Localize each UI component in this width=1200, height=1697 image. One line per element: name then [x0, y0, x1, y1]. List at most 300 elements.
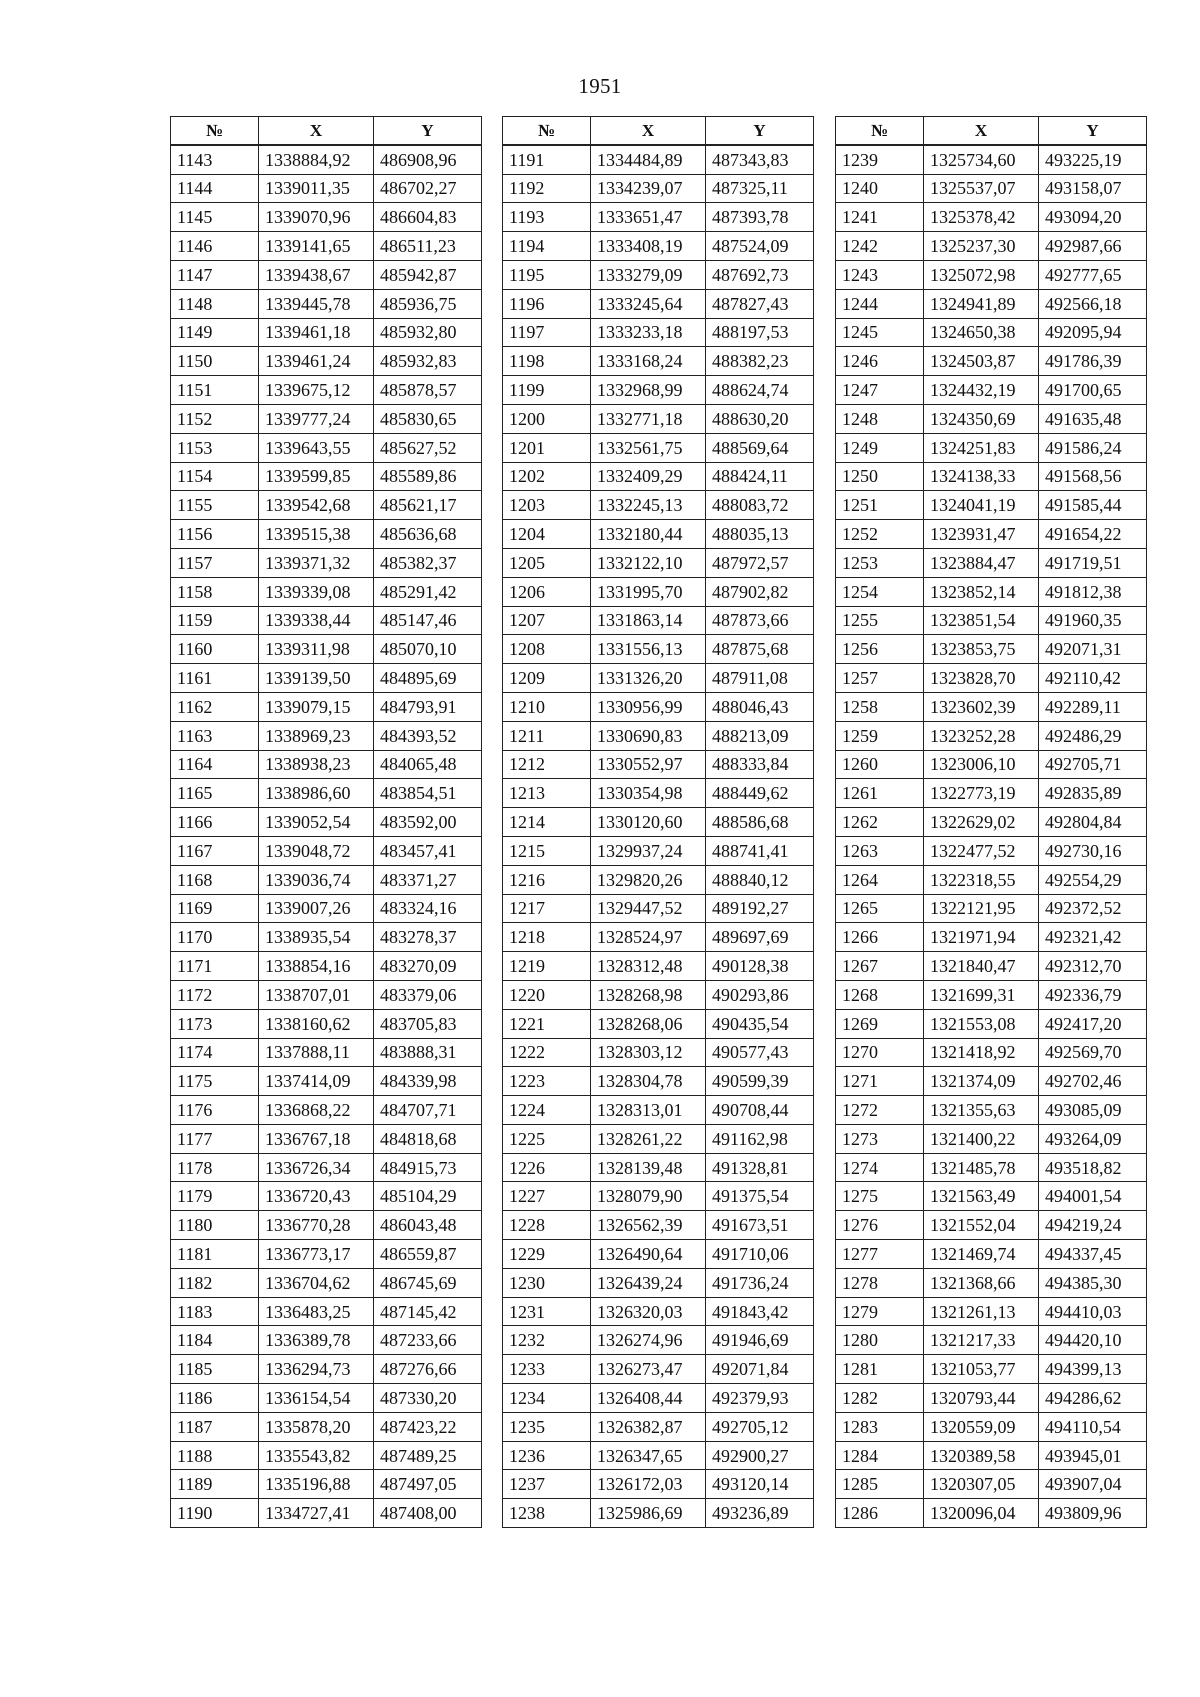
- cell-number: 1152: [171, 404, 259, 433]
- table-row: [836, 952, 1147, 981]
- cell-x: 1326172,03: [591, 1470, 706, 1499]
- cell-x: 1321469,74: [924, 1240, 1039, 1269]
- cell-x: 1321374,09: [924, 1067, 1039, 1096]
- cell-number: 1243: [836, 260, 924, 289]
- table-row: [171, 808, 482, 837]
- cell-number: 1213: [503, 779, 591, 808]
- cell-number: 1252: [836, 520, 924, 549]
- cell-y: 487875,68: [706, 635, 814, 664]
- cell-x: 1328268,98: [591, 980, 706, 1009]
- table-row: [171, 1124, 482, 1153]
- cell-y: 487233,66: [374, 1326, 482, 1355]
- cell-number: 1218: [503, 923, 591, 952]
- cell-number: 1284: [836, 1441, 924, 1470]
- cell-number: 1166: [171, 808, 259, 837]
- cell-x: 1326382,87: [591, 1412, 706, 1441]
- cell-y: 486908,96: [374, 145, 482, 174]
- cell-number: 1281: [836, 1355, 924, 1384]
- cell-x: 1336773,17: [259, 1240, 374, 1269]
- table-row: [171, 462, 482, 491]
- table-row: [171, 606, 482, 635]
- cell-x: 1324251,83: [924, 433, 1039, 462]
- cell-number: 1210: [503, 692, 591, 721]
- cell-y: 493907,04: [1039, 1470, 1147, 1499]
- page-number: 1951: [578, 74, 622, 98]
- cell-y: 484393,52: [374, 721, 482, 750]
- cell-y: 492379,93: [706, 1384, 814, 1413]
- cell-x: 1321563,49: [924, 1182, 1039, 1211]
- coordinate-table-2: [502, 116, 814, 1528]
- cell-y: 486702,27: [374, 174, 482, 203]
- cell-y: 486511,23: [374, 232, 482, 261]
- cell-number: 1170: [171, 923, 259, 952]
- cell-number: 1236: [503, 1441, 591, 1470]
- cell-y: 494399,13: [1039, 1355, 1147, 1384]
- cell-x: 1338986,60: [259, 779, 374, 808]
- table-row: [836, 606, 1147, 635]
- cell-number: 1146: [171, 232, 259, 261]
- cell-y: 483705,83: [374, 1009, 482, 1038]
- cell-x: 1332968,99: [591, 376, 706, 405]
- table-row: [836, 1009, 1147, 1038]
- cell-number: 1153: [171, 433, 259, 462]
- cell-x: 1339036,74: [259, 865, 374, 894]
- cell-y: 490293,86: [706, 980, 814, 1009]
- cell-x: 1321261,13: [924, 1297, 1039, 1326]
- cell-x: 1320096,04: [924, 1499, 1039, 1528]
- table-row: [503, 1412, 814, 1441]
- cell-y: 493264,09: [1039, 1124, 1147, 1153]
- cell-x: 1321418,92: [924, 1038, 1039, 1067]
- cell-number: 1162: [171, 692, 259, 721]
- cell-x: 1338707,01: [259, 980, 374, 1009]
- cell-number: 1269: [836, 1009, 924, 1038]
- cell-number: 1235: [503, 1412, 591, 1441]
- cell-y: 492554,29: [1039, 865, 1147, 894]
- cell-y: 485147,46: [374, 606, 482, 635]
- cell-number: 1282: [836, 1384, 924, 1413]
- cell-y: 493236,89: [706, 1499, 814, 1528]
- cell-y: 488624,74: [706, 376, 814, 405]
- table-row: [503, 894, 814, 923]
- cell-x: 1321355,63: [924, 1096, 1039, 1125]
- cell-x: 1339371,32: [259, 548, 374, 577]
- cell-number: 1178: [171, 1153, 259, 1182]
- cell-y: 488630,20: [706, 404, 814, 433]
- cell-y: 491586,24: [1039, 433, 1147, 462]
- cell-x: 1339461,18: [259, 318, 374, 347]
- table-row: [836, 1067, 1147, 1096]
- cell-x: 1337414,09: [259, 1067, 374, 1096]
- cell-x: 1328079,90: [591, 1182, 706, 1211]
- cell-y: 488382,23: [706, 347, 814, 376]
- cell-number: 1147: [171, 260, 259, 289]
- table-row: [503, 433, 814, 462]
- cell-x: 1325072,98: [924, 260, 1039, 289]
- cell-y: 487145,42: [374, 1297, 482, 1326]
- cell-number: 1200: [503, 404, 591, 433]
- table-row: [503, 664, 814, 693]
- cell-y: 484339,98: [374, 1067, 482, 1096]
- cell-x: 1336154,54: [259, 1384, 374, 1413]
- table-header-row: [171, 117, 482, 146]
- table-row: [171, 1211, 482, 1240]
- cell-number: 1216: [503, 865, 591, 894]
- cell-number: 1271: [836, 1067, 924, 1096]
- cell-y: 488840,12: [706, 865, 814, 894]
- table-row: [503, 1441, 814, 1470]
- cell-x: 1336704,62: [259, 1268, 374, 1297]
- cell-y: 485589,86: [374, 462, 482, 491]
- cell-number: 1175: [171, 1067, 259, 1096]
- cell-x: 1338938,23: [259, 750, 374, 779]
- table-row: [171, 145, 482, 174]
- cell-y: 485830,65: [374, 404, 482, 433]
- table-body: [503, 145, 814, 1527]
- cell-number: 1266: [836, 923, 924, 952]
- table-row: [836, 260, 1147, 289]
- cell-y: 492566,18: [1039, 289, 1147, 318]
- cell-x: 1338935,54: [259, 923, 374, 952]
- table-row: [503, 462, 814, 491]
- cell-y: 491328,81: [706, 1153, 814, 1182]
- cell-number: 1249: [836, 433, 924, 462]
- cell-number: 1276: [836, 1211, 924, 1240]
- cell-x: 1326320,03: [591, 1297, 706, 1326]
- cell-y: 487423,22: [374, 1412, 482, 1441]
- cell-x: 1326273,47: [591, 1355, 706, 1384]
- cell-y: 491585,44: [1039, 491, 1147, 520]
- cell-y: 487489,25: [374, 1441, 482, 1470]
- cell-number: 1148: [171, 289, 259, 318]
- cell-x: 1332409,29: [591, 462, 706, 491]
- cell-y: 483592,00: [374, 808, 482, 837]
- table-header-row: [836, 117, 1147, 146]
- cell-x: 1338160,62: [259, 1009, 374, 1038]
- table-row: [503, 548, 814, 577]
- cell-number: 1232: [503, 1326, 591, 1355]
- table-row: [503, 1067, 814, 1096]
- cell-y: 489697,69: [706, 923, 814, 952]
- cell-x: 1333651,47: [591, 203, 706, 232]
- cell-number: 1272: [836, 1096, 924, 1125]
- cell-number: 1238: [503, 1499, 591, 1528]
- cell-x: 1323853,75: [924, 635, 1039, 664]
- cell-y: 492569,70: [1039, 1038, 1147, 1067]
- cell-number: 1223: [503, 1067, 591, 1096]
- cell-number: 1173: [171, 1009, 259, 1038]
- table-row: [171, 980, 482, 1009]
- cell-y: 485291,42: [374, 577, 482, 606]
- cell-number: 1182: [171, 1268, 259, 1297]
- cell-number: 1278: [836, 1268, 924, 1297]
- cell-y: 493158,07: [1039, 174, 1147, 203]
- cell-x: 1331326,20: [591, 664, 706, 693]
- cell-number: 1231: [503, 1297, 591, 1326]
- cell-x: 1333279,09: [591, 260, 706, 289]
- table-row: [503, 232, 814, 261]
- cell-x: 1336294,73: [259, 1355, 374, 1384]
- table-body: [836, 145, 1147, 1527]
- cell-number: 1163: [171, 721, 259, 750]
- cell-number: 1286: [836, 1499, 924, 1528]
- cell-number: 1219: [503, 952, 591, 981]
- cell-number: 1186: [171, 1384, 259, 1413]
- table-row: [836, 232, 1147, 261]
- cell-x: 1329447,52: [591, 894, 706, 923]
- table-row: [836, 1211, 1147, 1240]
- cell-y: 489192,27: [706, 894, 814, 923]
- table-row: [836, 635, 1147, 664]
- cell-y: 488046,43: [706, 692, 814, 721]
- cell-x: 1324503,87: [924, 347, 1039, 376]
- cell-x: 1339339,08: [259, 577, 374, 606]
- cell-x: 1320307,05: [924, 1470, 1039, 1499]
- table-row: [836, 145, 1147, 174]
- cell-y: 483371,27: [374, 865, 482, 894]
- header-x: X: [924, 117, 1039, 146]
- cell-number: 1234: [503, 1384, 591, 1413]
- cell-y: 491786,39: [1039, 347, 1147, 376]
- cell-number: 1275: [836, 1182, 924, 1211]
- cell-number: 1151: [171, 376, 259, 405]
- cell-x: 1339141,65: [259, 232, 374, 261]
- table-row: [171, 1499, 482, 1528]
- cell-y: 488741,41: [706, 836, 814, 865]
- cell-number: 1174: [171, 1038, 259, 1067]
- table-row: [836, 865, 1147, 894]
- cell-number: 1150: [171, 347, 259, 376]
- cell-y: 488424,11: [706, 462, 814, 491]
- cell-x: 1323006,10: [924, 750, 1039, 779]
- cell-y: 487692,73: [706, 260, 814, 289]
- cell-x: 1320389,58: [924, 1441, 1039, 1470]
- table-row: [171, 836, 482, 865]
- table-row: [836, 376, 1147, 405]
- cell-y: 494110,54: [1039, 1412, 1147, 1441]
- cell-number: 1165: [171, 779, 259, 808]
- cell-y: 492705,71: [1039, 750, 1147, 779]
- cell-number: 1259: [836, 721, 924, 750]
- cell-number: 1155: [171, 491, 259, 520]
- cell-x: 1339007,26: [259, 894, 374, 923]
- cell-number: 1247: [836, 376, 924, 405]
- table-row: [171, 289, 482, 318]
- table-row: [836, 1182, 1147, 1211]
- table-row: [171, 1096, 482, 1125]
- cell-y: 492987,66: [1039, 232, 1147, 261]
- cell-y: 485936,75: [374, 289, 482, 318]
- cell-y: 494219,24: [1039, 1211, 1147, 1240]
- cell-y: 487972,57: [706, 548, 814, 577]
- table-row: [836, 1326, 1147, 1355]
- cell-y: 488586,68: [706, 808, 814, 837]
- cell-number: 1215: [503, 836, 591, 865]
- cell-number: 1164: [171, 750, 259, 779]
- cell-number: 1176: [171, 1096, 259, 1125]
- cell-x: 1335878,20: [259, 1412, 374, 1441]
- cell-y: 494410,03: [1039, 1297, 1147, 1326]
- cell-y: 490599,39: [706, 1067, 814, 1096]
- table-row: [836, 462, 1147, 491]
- cell-number: 1257: [836, 664, 924, 693]
- cell-y: 484895,69: [374, 664, 482, 693]
- cell-x: 1325537,07: [924, 174, 1039, 203]
- cell-y: 487524,09: [706, 232, 814, 261]
- table-row: [503, 808, 814, 837]
- cell-x: 1333245,64: [591, 289, 706, 318]
- cell-y: 484065,48: [374, 750, 482, 779]
- cell-x: 1328261,22: [591, 1124, 706, 1153]
- cell-number: 1254: [836, 577, 924, 606]
- cell-y: 492312,70: [1039, 952, 1147, 981]
- cell-number: 1233: [503, 1355, 591, 1384]
- cell-x: 1339048,72: [259, 836, 374, 865]
- table-row: [503, 1326, 814, 1355]
- cell-y: 487911,08: [706, 664, 814, 693]
- cell-number: 1239: [836, 145, 924, 174]
- cell-number: 1198: [503, 347, 591, 376]
- table-row: [171, 174, 482, 203]
- cell-y: 492900,27: [706, 1441, 814, 1470]
- cell-number: 1268: [836, 980, 924, 1009]
- table-row: [171, 1412, 482, 1441]
- cell-y: 485627,52: [374, 433, 482, 462]
- cell-y: 492804,84: [1039, 808, 1147, 837]
- header-number: №: [503, 117, 591, 146]
- cell-y: 493085,09: [1039, 1096, 1147, 1125]
- table-row: [503, 606, 814, 635]
- cell-number: 1230: [503, 1268, 591, 1297]
- cell-number: 1225: [503, 1124, 591, 1153]
- cell-y: 487325,11: [706, 174, 814, 203]
- cell-x: 1324138,33: [924, 462, 1039, 491]
- cell-y: 492835,89: [1039, 779, 1147, 808]
- cell-number: 1204: [503, 520, 591, 549]
- table-row: [836, 692, 1147, 721]
- table-row: [503, 952, 814, 981]
- table-row: [171, 635, 482, 664]
- cell-number: 1172: [171, 980, 259, 1009]
- table-row: [171, 1441, 482, 1470]
- table-row: [171, 692, 482, 721]
- cell-number: 1277: [836, 1240, 924, 1269]
- cell-x: 1322318,55: [924, 865, 1039, 894]
- cell-x: 1325237,30: [924, 232, 1039, 261]
- cell-x: 1326408,44: [591, 1384, 706, 1413]
- cell-x: 1334727,41: [259, 1499, 374, 1528]
- cell-x: 1335196,88: [259, 1470, 374, 1499]
- table-row: [171, 520, 482, 549]
- table-row: [171, 1240, 482, 1269]
- cell-x: 1328139,48: [591, 1153, 706, 1182]
- cell-x: 1339438,67: [259, 260, 374, 289]
- table-row: [836, 1441, 1147, 1470]
- cell-number: 1244: [836, 289, 924, 318]
- cell-number: 1183: [171, 1297, 259, 1326]
- cell-x: 1320559,09: [924, 1412, 1039, 1441]
- table-row: [503, 1268, 814, 1297]
- cell-number: 1169: [171, 894, 259, 923]
- cell-x: 1326439,24: [591, 1268, 706, 1297]
- cell-x: 1339311,98: [259, 635, 374, 664]
- table-row: [503, 1009, 814, 1038]
- cell-number: 1261: [836, 779, 924, 808]
- table-row: [503, 1096, 814, 1125]
- table-row: [836, 1038, 1147, 1067]
- table-row: [503, 865, 814, 894]
- cell-number: 1251: [836, 491, 924, 520]
- table-row: [171, 1297, 482, 1326]
- cell-x: 1326274,96: [591, 1326, 706, 1355]
- cell-y: 492289,11: [1039, 692, 1147, 721]
- table-row: [503, 174, 814, 203]
- cell-number: 1171: [171, 952, 259, 981]
- cell-y: 485932,83: [374, 347, 482, 376]
- cell-x: 1339599,85: [259, 462, 374, 491]
- table-row: [503, 404, 814, 433]
- table-row: [171, 1326, 482, 1355]
- cell-x: 1325378,42: [924, 203, 1039, 232]
- cell-y: 490435,54: [706, 1009, 814, 1038]
- cell-y: 486559,87: [374, 1240, 482, 1269]
- cell-y: 493809,96: [1039, 1499, 1147, 1528]
- cell-x: 1339777,24: [259, 404, 374, 433]
- cell-number: 1158: [171, 577, 259, 606]
- table-row: [503, 289, 814, 318]
- table-row: [836, 721, 1147, 750]
- table-row: [171, 1038, 482, 1067]
- cell-number: 1267: [836, 952, 924, 981]
- table-row: [503, 577, 814, 606]
- table-row: [503, 779, 814, 808]
- table-row: [836, 318, 1147, 347]
- cell-x: 1321053,77: [924, 1355, 1039, 1384]
- table-row: [171, 404, 482, 433]
- cell-number: 1255: [836, 606, 924, 635]
- cell-y: 487827,43: [706, 289, 814, 318]
- cell-x: 1332122,10: [591, 548, 706, 577]
- cell-x: 1332561,75: [591, 433, 706, 462]
- cell-y: 491736,24: [706, 1268, 814, 1297]
- cell-y: 484707,71: [374, 1096, 482, 1125]
- cell-x: 1334239,07: [591, 174, 706, 203]
- cell-y: 492336,79: [1039, 980, 1147, 1009]
- cell-x: 1336767,18: [259, 1124, 374, 1153]
- cell-number: 1260: [836, 750, 924, 779]
- cell-x: 1324650,38: [924, 318, 1039, 347]
- cell-x: 1328304,78: [591, 1067, 706, 1096]
- cell-number: 1188: [171, 1441, 259, 1470]
- cell-x: 1336389,78: [259, 1326, 374, 1355]
- cell-x: 1333408,19: [591, 232, 706, 261]
- cell-x: 1334484,89: [591, 145, 706, 174]
- cell-y: 485070,10: [374, 635, 482, 664]
- cell-y: 483457,41: [374, 836, 482, 865]
- cell-x: 1336720,43: [259, 1182, 374, 1211]
- cell-y: 491843,42: [706, 1297, 814, 1326]
- cell-number: 1179: [171, 1182, 259, 1211]
- cell-y: 491960,35: [1039, 606, 1147, 635]
- table-row: [171, 232, 482, 261]
- table-row: [171, 750, 482, 779]
- cell-x: 1324041,19: [924, 491, 1039, 520]
- cell-y: 485382,37: [374, 548, 482, 577]
- table-row: [836, 1297, 1147, 1326]
- coordinate-table-3: [835, 116, 1147, 1528]
- cell-number: 1193: [503, 203, 591, 232]
- cell-x: 1322629,02: [924, 808, 1039, 837]
